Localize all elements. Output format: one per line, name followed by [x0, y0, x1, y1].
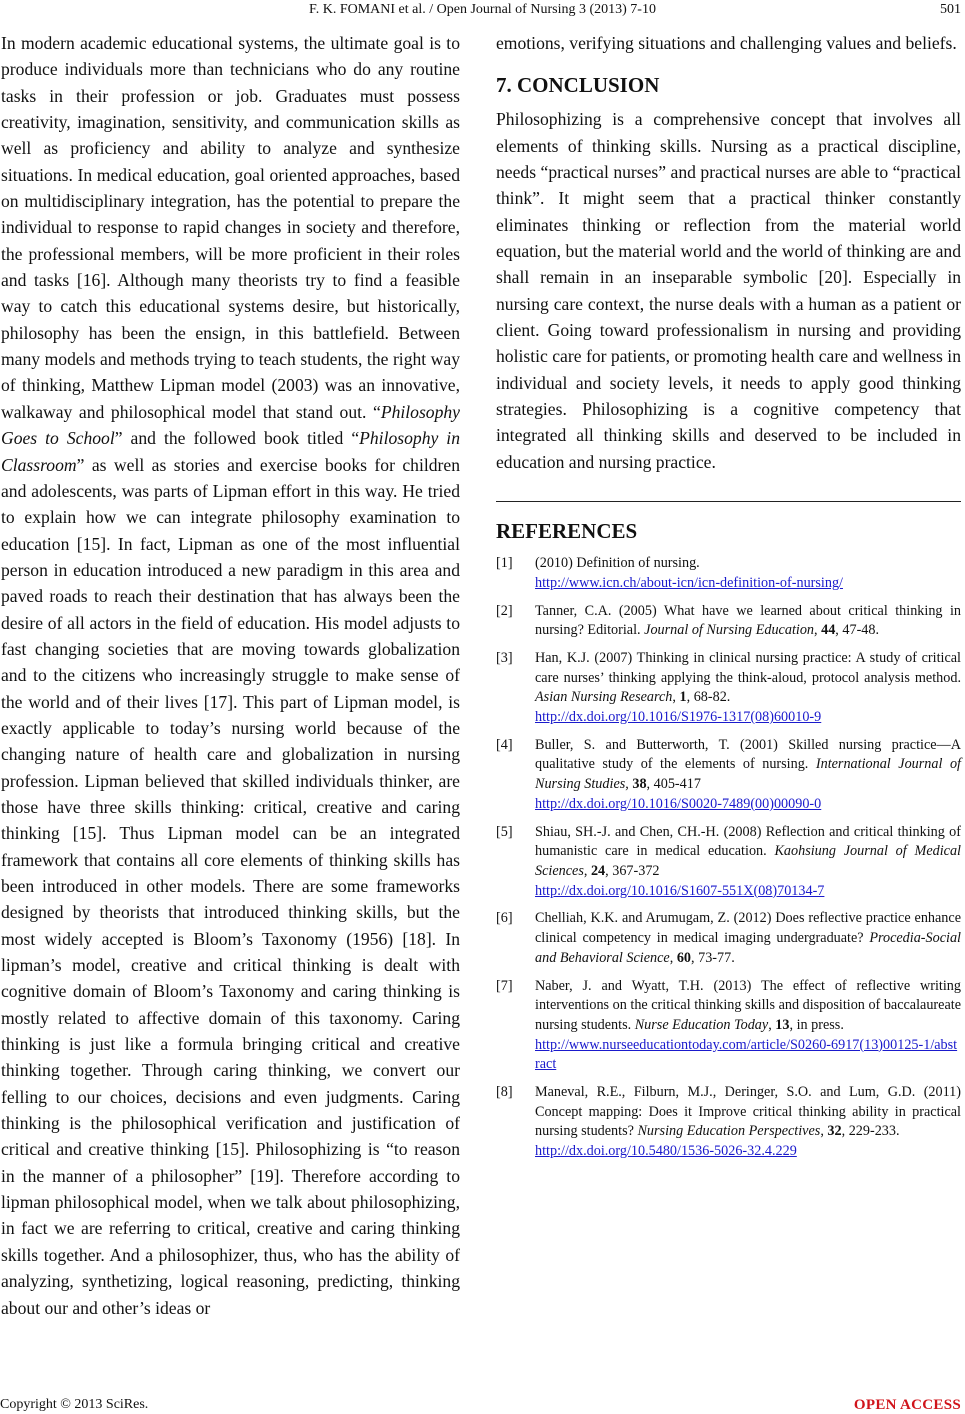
reference-item [496, 1083, 961, 1162]
reference-authors-title: Buller, S. and Butterworth, T. (2001) Skilled nursing practice—A qualitative study of the elements of nursing. [535, 736, 961, 773]
reference-text: Tanner, C.A. (2005) What have we learned about critical thinking in nursing? Editorial. Journal of Nursing Education, 44, 47-48. [535, 602, 961, 639]
left-column [1, 30, 460, 1321]
reference-number: [4] [496, 736, 513, 753]
reference-authors-title: Han, K.J. (2007) Thinking in clinical nursing practice: A study of critical care nurses’ thinking applying the think-aloud, protocol analysis method. [535, 649, 961, 686]
reference-volume: 1 [679, 689, 687, 706]
body-paragraph [1, 30, 460, 1321]
reference-link[interactable]: http://www.icn.ch/about-icn/icn-definition-of-nursing/ [535, 574, 843, 591]
copyright-text: Copyright © 2013 SciRes. [0, 1397, 149, 1412]
reference-number: [1] [496, 555, 513, 572]
reference-authors-title: (2010) Definition of nursing. [535, 555, 700, 572]
reference-link[interactable]: http://dx.doi.org/10.1016/S1976-1317(08)60010-9 [535, 709, 822, 726]
italic-title: Philosophy in Classroom [1, 428, 460, 475]
reference-pages: , in press. [789, 1016, 844, 1033]
conclusion-paragraph: Philosophizing is a comprehensive concept that involves all elements of thinking skills. Nursing as a practical discipline, needs “practical nurses” and practical nurses are able to “practical think”. It might seem that a practical thinker constantly eliminates thinking or reflection from the material world equation, but the material world and the world of thinking are and shall remain in an inseparable symbolic [20]. Especially in nursing care context, the nurse deals with a human as a patient or client. Going toward professionalism in nursing and providing holistic care for patients, or promoting health care and wellness in individual and society levels, it needs to apply good thinking strategies. Philosophizing is a cognitive competency that integrated all thinking skills and deserved to be included in education and nursing practice. [496, 109, 961, 472]
page-header [0, 0, 965, 22]
reference-number: [7] [496, 977, 513, 994]
reference-journal: Nurse Education Today [634, 1016, 769, 1033]
reference-text: Maneval, R.E., Filburn, M.J., Deringer, S.O. and Lum, G.D. (2011) Concept mapping: Does it Improve critical thinking ability in practical nursing students? Nursing Education Perspectives, 32, 229-233. http://dx.doi.org/10.5480/1536-5026-32.4.229 [535, 1083, 961, 1162]
right-column [496, 30, 961, 1170]
reference-pages: , 73-77. [691, 949, 735, 966]
reference-link[interactable]: http://dx.doi.org/10.1016/S0020-7489(00)00090-0 [535, 795, 822, 812]
reference-authors-title: Maneval, R.E., Filburn, M.J., Deringer, S.O. and Lum, G.D. (2011) Concept mapping: Does it Improve critical thinking ability in practical nursing students? [535, 1084, 961, 1140]
reference-journal: Procedia-Social and Behavioral Science [535, 930, 961, 966]
reference-number: [6] [496, 910, 513, 927]
reference-pages: , 367-372 [605, 863, 660, 879]
reference-pages: , 68-82. [686, 689, 731, 706]
reference-text: Buller, S. and Butterworth, T. (2001) Skilled nursing practice—A qualitative study of the elements of nursing. International Journal of Nursing Studies, 38, 405-417 http://dx.doi.org/10.1016/S0020-7489(00)00090-0 [535, 736, 961, 815]
reference-volume: 32 [827, 1123, 842, 1140]
reference-text: Chelliah, K.K. and Arumugam, Z. (2012) Does reflective practice enhance clinical competency in medical imaging undergraduate? Procedia-Social and Behavioral Science, 60, 73-77. [535, 910, 961, 966]
reference-authors-title: Tanner, C.A. (2005) What have we learned about critical thinking in nursing? Editorial. [535, 602, 961, 639]
reference-text [535, 554, 961, 593]
open-access-label: OPEN ACCESS [853, 1397, 961, 1413]
reference-item [496, 823, 961, 902]
reference-number: [3] [496, 649, 513, 666]
reference-item [496, 977, 961, 1076]
text-segment: ” and the followed book titled “ [114, 428, 360, 449]
reference-authors-title: Naber, J. and Wyatt, T.H. (2013) The effect of reflective writing interventions on the critical thinking skills and disposition of baccalaureate nursing students. [535, 977, 961, 1033]
running-title: F. K. FOMANI et al. / Open Journal of Nursing 3 (2013) 7-10 [309, 2, 656, 17]
reference-volume: 13 [775, 1016, 790, 1033]
reference-number: [2] [496, 602, 513, 619]
italic-title: Philosophy Goes to School [1, 401, 460, 449]
divider [496, 501, 961, 502]
reference-item [496, 554, 961, 593]
reference-text: Naber, J. and Wyatt, T.H. (2013) The effect of reflective writing interventions on the critical thinking skills and disposition of baccalaureate nursing students. Nurse Education Today, 13, in press. http://www.nurseeducationtoday.com/article/S0260-6917(13)00125-1/abstract [535, 977, 961, 1076]
reference-volume: 60 [676, 949, 692, 966]
body-paragraph-continuation: emotions, verifying situations and challenging values and beliefs. [496, 33, 957, 53]
reference-pages: , 405-417 [646, 776, 701, 793]
reference-journal: International Journal of Nursing Studies [535, 756, 961, 793]
reference-link[interactable]: http://dx.doi.org/10.5480/1536-5026-32.4.229 [535, 1143, 797, 1160]
reference-list [496, 554, 961, 1162]
reference-pages: , 229-233. [841, 1123, 900, 1140]
reference-link[interactable]: http://www.nurseeducationtoday.com/article/S0260-6917(13)00125-1/abstract [535, 1036, 958, 1073]
reference-volume: 38 [632, 776, 647, 793]
text-segment: In modern academic educational systems, the ultimate goal is to produce individuals more than technicians who do any routine tasks in their profession or job. Graduates must possess creativity, imagination, sensitivity, and communication skills as well as proficiency and ability to analyze and synthesize situations. In medical education, goal oriented approaches, based on multidisciplinary integration, has the potential to prepare the individual to response to rapid changes in society and therefore, the professional members, will be more proficient in their roles and tasks [16]. Although many theorists try to find a feasible way to catch this educational systems desire, but historically, philosophy has been the ensign, in this battlefield. Between many models and methods trying to teach students, the right way of thinking, Matthew Lipman model (2003) was an innovative, walkaway and philosophical model that stand out. “ [1, 33, 460, 422]
reference-volume: 24 [590, 863, 606, 879]
reference-journal: Kaohsiung Journal of Medical Sciences [535, 843, 961, 879]
page-number: 501 [940, 2, 961, 17]
reference-journal: Journal of Nursing Education [644, 622, 815, 639]
reference-item [496, 602, 961, 641]
reference-journal: Asian Nursing Research [535, 689, 673, 706]
reference-authors-title: Chelliah, K.K. and Arumugam, Z. (2012) Does reflective practice enhance clinical competency in medical imaging undergraduate? [535, 910, 961, 947]
references-heading: REFERENCES [496, 519, 638, 544]
reference-item [496, 909, 961, 968]
reference-pages: , 47-48. [835, 622, 880, 639]
reference-authors-title: Shiau, SH.-J. and Chen, CH.-H. (2008) Reflection and critical thinking of humanistic care in medical education. [535, 823, 961, 860]
reference-volume: 44 [821, 622, 836, 639]
reference-item [496, 649, 961, 728]
reference-text: Han, K.J. (2007) Thinking in clinical nursing practice: A study of critical care nurses’ thinking applying the think-aloud, protocol analysis method. Asian Nursing Research, 1, 68-82. http://dx.doi.org/10.1016/S1976-1317(08)60010-9 [535, 649, 961, 728]
reference-number: [5] [496, 823, 513, 840]
section-heading-conclusion: 7. CONCLUSION [496, 73, 660, 98]
reference-text: Shiau, SH.-J. and Chen, CH.-H. (2008) Reflection and critical thinking of humanistic care in medical education. Kaohsiung Journal of Medical Sciences, 24, 367-372 http://dx.doi.org/10.1016/S1607-551X(08)70134-7 [535, 823, 961, 902]
reference-number: [8] [496, 1084, 513, 1101]
reference-journal: Nursing Education Perspectives [637, 1123, 821, 1140]
reference-link[interactable]: http://dx.doi.org/10.1016/S1607-551X(08)70134-7 [535, 882, 825, 899]
reference-item [496, 736, 961, 815]
text-segment: ” as well as stories and exercise books for children and adolescents, was parts of Lipman effort in this way. He tried to explain how we can integrate philosophy examination to education [15]. In fact, Lipman as one of the most influential person in education introduced a new paradigm in this area and paved roads to reach their destination that has always been the desire of all actors in the field of education. His model adjusts to fast changing societies that are moving towards globalization and to the citizens who increasingly struggle to make sense of the world and of their lives [17]. This part of Lipman model, is exactly applicable to today’s nursing world because of the changing nature of health care and globalization in nursing profession. Lipman believed that skilled individuals thinker, are those have three skills thinking: critical, creative and caring thinking [15]. Thus Lipman model can be an integrated framework that contains all core elements of thinking skills has been introduced in other models. There are some frameworks designed by theorists that introduced thinking skills, but the most widely accepted is Bloom’s Taxonomy (1956) [18]. In lipman’s model, creative and critical thinking is dealt with cognitive domain of Bloom’s Taxonomy and caring thinking is mostly related to affective domain of this taxonomy. Caring thinking is just like a formula bringing critical and creative thinking together. Through caring thinking, we convert our felling to our choices, decisions and even judgments. Caring thinking is the philosophical verification and justification of critical and creative thinking [15]. Philosophizing is “to reason in the manner of a philosopher” [19]. Therefore according to lipman philosophical model, when we talk about philosophizing, in fact we are referring to critical, creative and caring thinking skills together. And a philosophizer, thus, who has the ability of analyzing, synthetizing, logical reasoning, predicting, thinking about our and other’s ideas or [1, 454, 460, 1318]
